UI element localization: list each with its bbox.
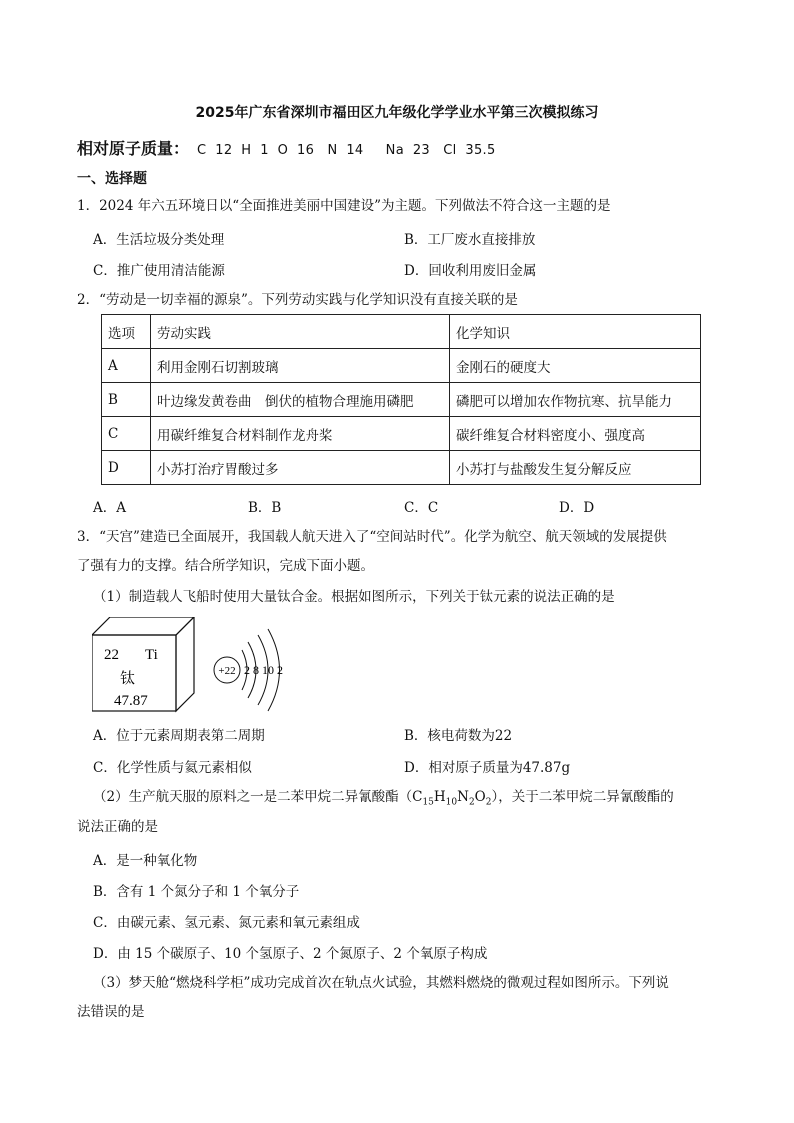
q1-option-a[interactable]: A．生活垃圾分类处理 (93, 232, 225, 248)
q1-option-c[interactable]: C．推广使用清洁能源 (93, 263, 225, 279)
formula-n: N (457, 789, 469, 805)
table-cell: 小苏打与盐酸发生复分解反应 (450, 451, 701, 485)
q3-2-option-b[interactable]: B．含有 1 个氮分子和 1 个氧分子 (93, 884, 300, 900)
table-header-cell: 选项 (102, 315, 151, 349)
q3-2-option-a[interactable]: A．是一种氧化物 (93, 853, 198, 869)
shell-electrons: 2 8 10 2 (244, 663, 283, 677)
q2-option-a[interactable]: A．A (93, 500, 126, 516)
q2-table (101, 314, 701, 485)
q1-option-b[interactable]: B．工厂废水直接排放 (404, 232, 536, 248)
table-row (102, 383, 701, 417)
q2-option-c[interactable]: C．C (404, 500, 439, 516)
atomic-mass-label: 相对原子质量： (77, 139, 190, 158)
table-row (102, 451, 701, 485)
formula-o-count: 2 (485, 797, 492, 808)
element-mass: 47.87 (114, 693, 148, 709)
table-header-cell: 劳动实践 (151, 315, 450, 349)
element-number: 22 (104, 647, 119, 663)
q3-1-option-d[interactable]: D．相对原子质量为47.87g (404, 760, 571, 776)
chemical-formula (412, 789, 492, 808)
q3-sub2-stem-line-2: 说法正确的是 (77, 819, 158, 835)
question-1-stem: 1．2024 年六五环境日以“全面推进美丽中国建设”为主题。下列做法不符合这一主题的是 (77, 198, 611, 214)
atomic-structure (214, 629, 283, 711)
formula-c-count: 15 (422, 797, 434, 808)
formula-o: O (474, 789, 486, 805)
table-cell: D (102, 451, 151, 485)
element-symbol: Ti (145, 647, 158, 663)
q3-sub3-stem-line-2: 法错误的是 (77, 1004, 145, 1020)
table-cell: 金刚石的硬度大 (450, 349, 701, 383)
table-cell: 利用金刚石切割玻璃 (151, 349, 450, 383)
table-header-row (102, 315, 701, 349)
q3-sub1-stem: （1）制造载人飞船时使用大量钛合金。根据如图所示，下列关于钛元素的说法正确的是 (93, 589, 615, 605)
question-3-stem-line-2: 了强有力的支撑。结合所学知识，完成下面小题。 (77, 558, 374, 574)
table-cell: 小苏打治疗胃酸过多 (151, 451, 450, 485)
table-cell: 碳纤维复合材料密度小、强度高 (450, 417, 701, 451)
table-cell: 磷肥可以增加农作物抗寒、抗旱能力 (450, 383, 701, 417)
atomic-mass-values: C 12 H 1 O 16 N 14 Na 23 Cl 35.5 (197, 143, 496, 158)
q3-sub2-stem-line-1 (93, 787, 674, 813)
page-title: 2025年广东省深圳市福田区九年级化学学业水平第三次模拟练习 (195, 105, 599, 121)
q3-1-option-b[interactable]: B．核电荷数为22 (404, 728, 513, 744)
table-row (102, 417, 701, 451)
q3-1-option-a[interactable]: A．位于元素周期表第二周期 (93, 728, 265, 744)
q3-sub2-stem-after: ），关于二苯甲烷二异氰酸酯的 (491, 789, 674, 805)
question-3-stem-line-1: 3．“天宫”建造已全面展开，我国载人航天进入了“空间站时代”。化学为航空、航天领域的发展提供 (77, 529, 667, 545)
table-cell: A (102, 349, 151, 383)
q2-option-d[interactable]: D．D (559, 500, 595, 516)
element-card (92, 617, 194, 711)
table-cell: C (102, 417, 151, 451)
nucleus-charge: +22 (218, 665, 236, 677)
table-cell: 叶边缘发黄卷曲 倒伏的植物合理施用磷肥 (151, 383, 450, 417)
table-cell: 用碳纤维复合材料制作龙舟桨 (151, 417, 450, 451)
q3-sub2-stem-before: （2）生产航天服的原料之一是二苯甲烷二异氰酸酯（ (93, 789, 413, 805)
question-2-stem: 2．“劳动是一切幸福的源泉”。下列劳动实践与化学知识没有直接关联的是 (77, 292, 518, 308)
formula-c: C (412, 789, 423, 805)
table-header-cell: 化学知识 (450, 315, 701, 349)
element-name: 钛 (120, 669, 136, 687)
table-row (102, 349, 701, 383)
q2-option-b[interactable]: B．B (248, 500, 282, 516)
q1-option-d[interactable]: D．回收利用废旧金属 (404, 263, 537, 279)
formula-n-count: 2 (468, 797, 475, 808)
q3-1-option-c[interactable]: C．化学性质与氦元素相似 (93, 760, 252, 776)
q3-2-option-d[interactable]: D．由 15 个碳原子、10 个氢原子、2 个氮原子、2 个氧原子构成 (93, 946, 488, 962)
formula-h: H (433, 789, 446, 805)
q3-sub3-stem-line-1: （3）梦天舱“燃烧科学柜”成功完成首次在轨点火试验，其燃料燃烧的微观过程如图所示。下列说 (93, 975, 669, 991)
q3-2-option-c[interactable]: C．由碳元素、氢元素、氮元素和氧元素组成 (93, 915, 360, 931)
atomic-mass-line (77, 139, 496, 161)
formula-h-count: 10 (445, 797, 458, 808)
table-cell: B (102, 383, 151, 417)
titanium-diagram (92, 617, 312, 717)
section-heading: 一、选择题 (77, 171, 147, 187)
